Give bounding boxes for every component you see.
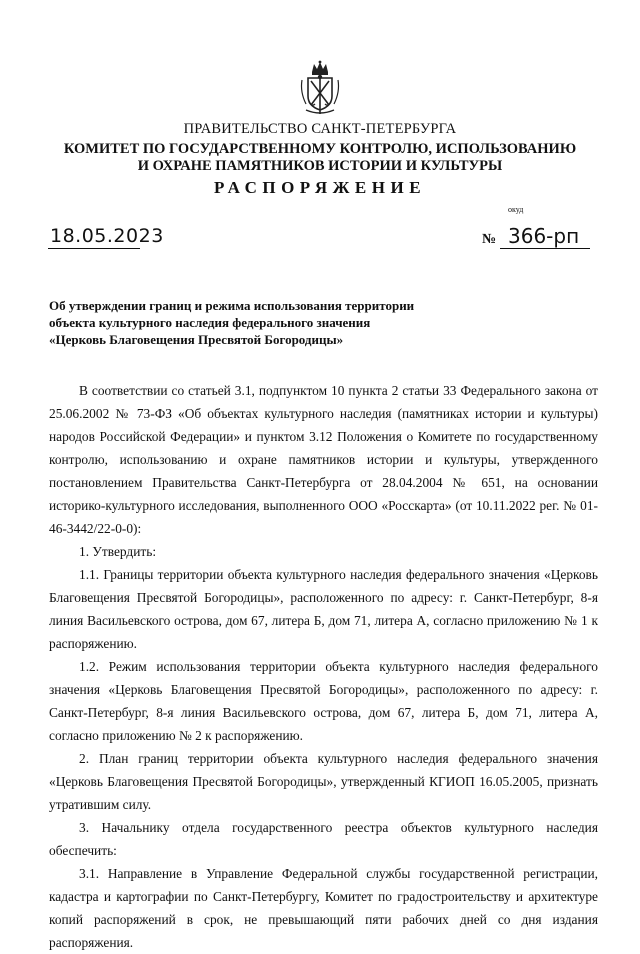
document-number: 366-рп (508, 224, 580, 248)
paragraph-1: 1. Утвердить: (79, 544, 157, 559)
document-subject (49, 297, 414, 348)
paragraph-3-1: 3.1. Направление в Управление Федеральной службы государственной регистрации, кадастра и картографии по Санкт-Петербургу, Комитет по градостроительству и архитектуре копий распоряжений в срок, не превышающий пяти рабочих дней со дня издания распоряжения. (49, 866, 598, 950)
paragraph-3: 3. Начальнику отдела государственного реестра объектов культурного наследия обеспечить: (49, 820, 598, 858)
number-underline (500, 248, 590, 249)
number-label: № (482, 232, 497, 247)
paragraph-2: 2. План границ территории объекта культурного наследия федерального значения «Церковь Благовещения Пресвятой Богородицы», утвержденный КГИОП 16.05.2005, признать утратившим силу. (49, 751, 598, 812)
date-underline (48, 248, 140, 249)
preamble-paragraph: В соответствии со статьей 3.1, подпунктом 10 пункта 2 статьи 33 Федерального закона от 25.06.2002 № 73-ФЗ «Об объектах культурного наследия (памятниках истории и культуры) народов Российской Федерации» и пунктом 3.12 Положения о Комитете по государственному контролю, использованию и охране памятников истории и культуры, утвержденного постановлением Правительства Санкт-Петербурга от 28.04.2004 № 651, на основании историко-культурного исследования, выполненного ООО «Росскарта» (от 10.11.2022 рег. № 01-46-3442/22-0-0): (49, 383, 598, 536)
document-body (49, 379, 598, 954)
subject-line2: объекта культурного наследия федерального значения (49, 315, 371, 330)
okud-label: окуд (508, 205, 524, 214)
paragraph-1-1: 1.1. Границы территории объекта культурного наследия федерального значения «Церковь Благовещения Пресвятой Богородицы», расположенного по адресу: г. Санкт-Петербург, 8-я линия Васильевского острова, дом 67, литера Б, дом 71, литера А, согласно приложению № 1 к распоряжению. (49, 567, 598, 651)
committee-title (0, 141, 640, 175)
document-type: РАСПОРЯЖЕНИЕ (213, 178, 427, 197)
subject-line1: Об утверждении границ и режима использования территории (49, 298, 415, 313)
committee-title-line1: КОМИТЕТ ПО ГОСУДАРСТВЕННОМУ КОНТРОЛЮ, ИСПОЛЬЗОВАНИЮ (63, 141, 577, 157)
subject-line3: «Церковь Благовещения Пресвятой Богородицы» (49, 332, 344, 347)
paragraph-1-2: 1.2. Режим использования территории объекта культурного наследия федерального значения «Церковь Благовещения Пресвятой Богородицы», расположенного по адресу: г. Санкт-Петербург, 8-я линия Васильевского острова, дом 67, литера Б, дом 71, литера А, согласно приложению № 2 к распоряжению. (49, 659, 598, 743)
document-date: 18.05.2023 (50, 225, 164, 247)
government-title: ПРАВИТЕЛЬСТВО САНКТ-ПЕТЕРБУРГА (183, 121, 457, 137)
committee-title-line2: И ОХРАНЕ ПАМЯТНИКОВ ИСТОРИИ И КУЛЬТУРЫ (137, 158, 503, 174)
coat-of-arms-icon (298, 60, 342, 116)
